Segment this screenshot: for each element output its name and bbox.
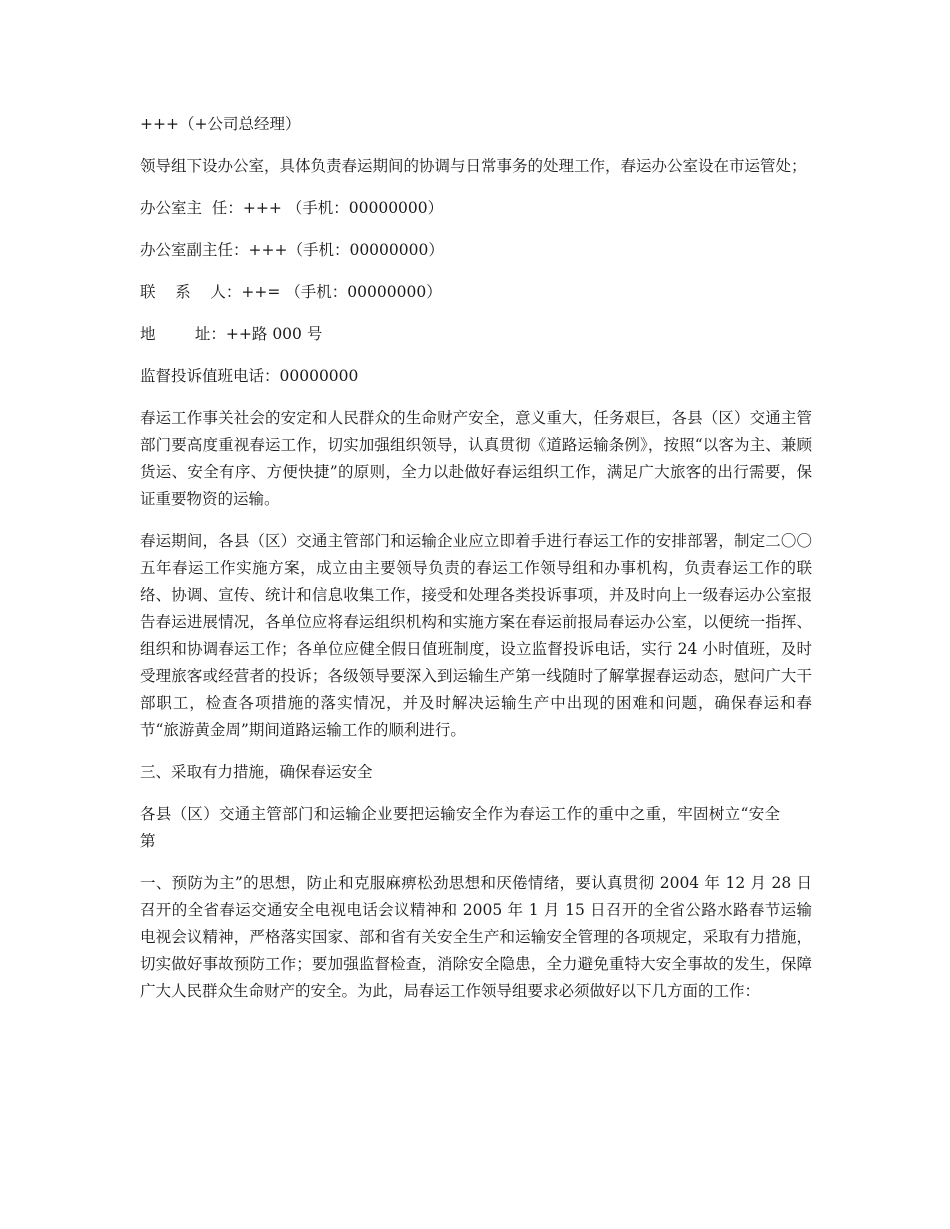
- importance-paragraph: 春运工作事关社会的安定和人民群众的生命财产安全，意义重大，任务艰巨，各县（区）交通主管部门要高度重视春运工作，切实加强组织领导，认真贯彻《道路运输条例》，按照“以客为主、兼顾货运、安全有序、方便快捷”的原则，全力以赴做好春运组织工作，满足广大旅客的出行需要，保证重要物资的运输。: [140, 409, 812, 508]
- section-heading-safety: 三、采取有力措施，确保春运安全: [140, 763, 373, 781]
- office-setup-paragraph: 领导组下设办公室，具体负责春运期间的协调与日常事务的处理工作，春运办公室设在市运管处；: [140, 157, 807, 175]
- office-director-line: 办公室主 任：+++ （手机：00000000）: [140, 199, 444, 217]
- safety-intro-paragraph: 各县（区）交通主管部门和运输企业要把运输安全作为春运工作的重中之重，牢固树立“安全第: [140, 805, 780, 850]
- document-page: [140, 111, 812, 1020]
- complaint-hotline-line: 监督投诉值班电话：00000000: [140, 367, 359, 385]
- organization-paragraph: 春运期间，各县（区）交通主管部门和运输企业应立即着手进行春运工作的安排部署，制定二〇〇五年春运工作实施方案，成立由主要领导负责的春运工作领导组和办事机构，负责春运工作的联络、协调、宣传、统计和信息收集工作，接受和处理各类投诉事项，并及时向上一级春运办公室报告春运进展情况，各单位应将春运组织机构和实施方案在春运前报局春运办公室，以便统一指挥、组织和协调春运工作；各单位应健全假日值班制度，设立监督投诉电话，实行 24 小时值班，及时受理旅客或经营者的投诉；各级领导要深入到运输生产第一线随时了解掌握春运动态，慰问广大干部职工，检查各项措施的落实情况，并及时解决运输生产中出现的困难和问题，确保春运和春节“旅游黄金周”期间道路运输工作的顺利进行。: [140, 532, 812, 739]
- office-deputy-director-line: 办公室副主任：+++（手机：00000000）: [140, 241, 444, 259]
- address-line: 地 址：++路 000 号: [140, 325, 323, 343]
- manager-line: +++（+公司总经理）: [140, 115, 301, 133]
- safety-measures-paragraph: 一、预防为主”的思想，防止和克服麻痹松劲思想和厌倦情绪，要认真贯彻 2004 年 12 月 28 日召开的全省春运交通安全电视电话会议精神和 2005 年 1 月 15 日召开的全省公路水路春节运输电视会议精神，严格落实国家、部和省有关安全生产和运输安全管理的各项规定，采取有力措施，切实做好事故预防工作；要加强监督检查，消除安全隐患，全力避免重特大安全事故的发生，保障广大人民群众生命财产的安全。为此，局春运工作领导组要求必须做好以下几方面的工作：: [140, 874, 812, 1000]
- contact-person-line: 联 系 人：++= （手机：00000000）: [140, 283, 442, 301]
